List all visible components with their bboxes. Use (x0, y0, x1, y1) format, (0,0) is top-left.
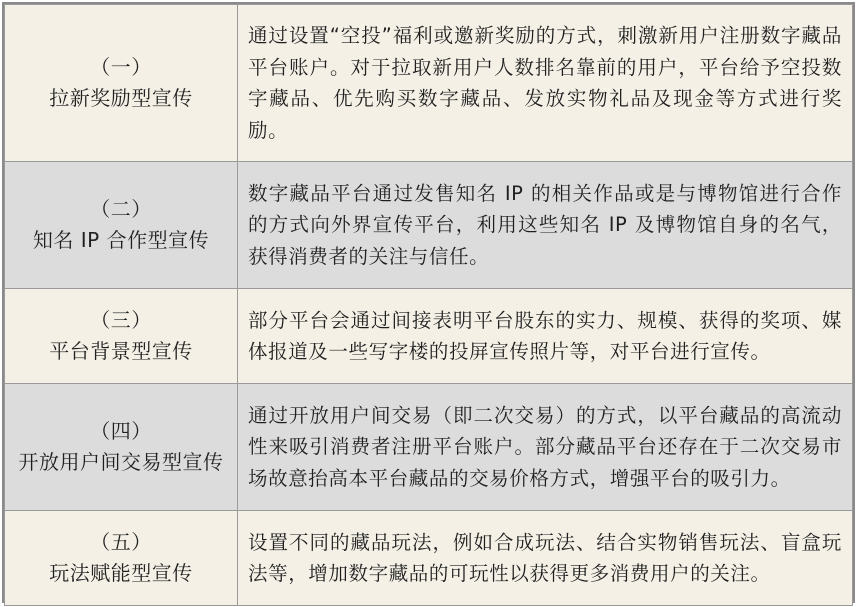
table-row (5, 289, 853, 384)
row-type-name: 拉新奖励型宣传 (49, 86, 193, 110)
row-description: 数字藏品平台通过发售知名 IP 的相关作品或是与博物馆进行合作的方式向外界宣传平台，利用这些知名 IP 及博物馆自身的名气，获得消费者的关注与信任。 (238, 162, 853, 289)
row-number: （三） (90, 308, 152, 332)
promotion-types-table-frame (2, 2, 855, 603)
row-number: （五） (90, 530, 152, 554)
row-number: （一） (90, 55, 152, 79)
row-label-cell (5, 289, 238, 384)
row-label-cell (5, 5, 238, 162)
row-type-name: 玩法赋能型宣传 (49, 561, 193, 585)
table-row (5, 5, 853, 162)
row-description: 部分平台会通过间接表明平台股东的实力、规模、获得的奖项、媒体报道及一些写字楼的投屏宣传照片等，对平台进行宣传。 (238, 289, 853, 384)
row-type-name: 平台背景型宣传 (49, 339, 193, 363)
row-description: 通过设置“空投”福利或邀新奖励的方式，刺激新用户注册数字藏品平台账户。对于拉取新用户人数排名靠前的用户，平台给予空投数字藏品、优先购买数字藏品、发放实物礼品及现金等方式进行奖励。 (238, 5, 853, 162)
row-type-name: 开放用户间交易型宣传 (18, 450, 224, 474)
row-number: （四） (90, 419, 152, 443)
promotion-types-table (4, 4, 853, 606)
table-row (5, 511, 853, 606)
row-number: （二） (90, 197, 152, 221)
row-description: 通过开放用户间交易（即二次交易）的方式，以平台藏品的高流动性来吸引消费者注册平台账户。部分藏品平台还存在于二次交易市场故意抬高本平台藏品的交易价格方式，增强平台的吸引力。 (238, 384, 853, 511)
table-row (5, 384, 853, 511)
row-label-cell (5, 162, 238, 289)
row-label-cell (5, 384, 238, 511)
row-type-name: 知名 IP 合作型宣传 (32, 228, 210, 252)
table-row (5, 162, 853, 289)
row-label-cell (5, 511, 238, 606)
row-description: 设置不同的藏品玩法，例如合成玩法、结合实物销售玩法、盲盒玩法等，增加数字藏品的可玩性以获得更多消费用户的关注。 (238, 511, 853, 606)
